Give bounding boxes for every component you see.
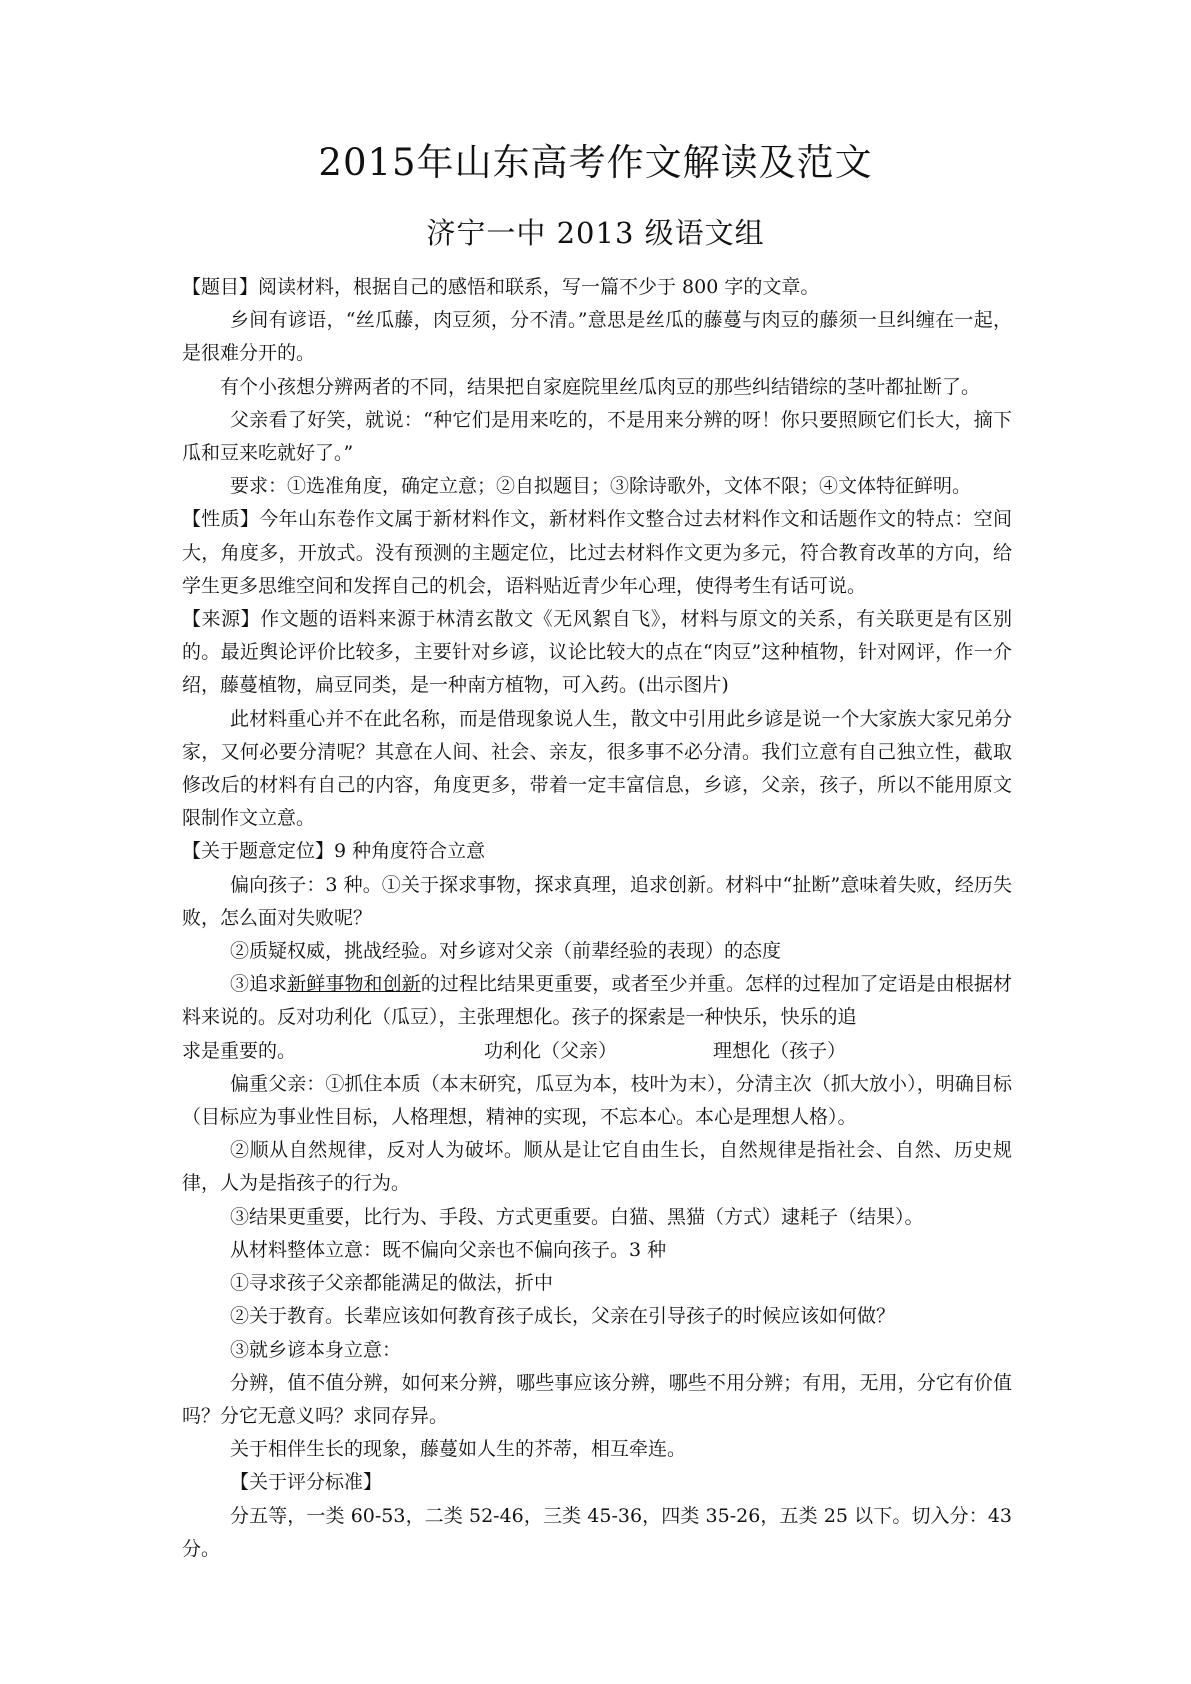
document-title: 2015年山东高考作文解读及范文 <box>318 141 873 184</box>
nature-text: 今年山东卷作文属于新材料作文，新材料作文整合过去材料作文和话题作文的特点：空间大，角度多，开放式。没有预测的主题定位，比过去材料作文更为多元，符合教育改革的方向，给学生更多思维空间和发挥自己的机会，语料贴近青少年心理，使得考生有话可说。 <box>182 508 1012 597</box>
prompt-label: 【题目】 <box>182 276 259 298</box>
child-angle-3-post: 的过程比结果更重要，或者至少并重。怎样的过程加了定语是由根据材料来说的。反对功利化（瓜豆），主张理想化。孩子的探索是一种快乐，快乐的追 <box>182 973 1012 1029</box>
material-paragraph-2: 有个小孩想分辨两者的不同，结果把自家庭院里丝瓜肉豆的那些纠结错综的茎叶都扯断了。 <box>220 375 981 398</box>
whole-angle-intro: 从材料整体立意：既不偏向父亲也不偏向孩子。3 种 <box>230 1238 667 1261</box>
child-angle-3-last-line <box>182 1035 1012 1068</box>
child-angle-3-pre: ③追求 <box>230 973 288 996</box>
angles-text: 9 种角度符合立意 <box>334 840 486 863</box>
material-paragraph-3: 父亲看了好笑，就说：“种它们是用来吃的，不是用来分辨的呀！你只要照顾它们长大，摘下瓜和豆来吃就好了。” <box>182 408 1012 465</box>
father-angle-1: 偏重父亲：①抓住本质（本末研究，瓜豆为本，枝叶为末），分清主次（抓大放小），明确目标（目标应为事业性目标，人格理想，精神的实现，不忘本心。本心是理想人格）。 <box>182 1072 1012 1129</box>
source-label: 【来源】 <box>182 608 261 631</box>
angles-label: 【关于题意定位】 <box>182 840 335 863</box>
source-text: 作文题的语料来源于林清玄散文《无风絮自飞》，材料与原文的关系，有关联更是有区别的。最近舆论评价比较多，主要针对乡谚，议论比较大的点在“肉豆”这种植物，针对网评，作一介绍，藤蔓植物，扁豆同类，是一种南方植物，可入药。(出示图片) <box>182 608 1012 697</box>
whole-angle-2: ②关于教育。长辈应该如何教育孩子成长，父亲在引导孩子的时候应该如何做？ <box>230 1305 896 1328</box>
focus-paragraph: 此材料重心并不在此名称，而是借现象说人生，散文中引用此乡谚是说一个大家族大家兄弟分家，又何必要分清呢？其意在人间、社会、亲友，很多事不必分清。我们立意有自己独立性，截取修改后的材料有自己的内容，角度更多，带着一定丰富信息，乡谚，父亲，孩子，所以不能用原文限制作文立意。 <box>182 707 1012 830</box>
father-angle-3: ③结果更重要，比行为、手段、方式更重要。白猫、黑猫（方式）逮耗子（结果）。 <box>230 1205 924 1228</box>
child-angle-1: 偏向孩子：3 种。①关于探求事物，探求真理，追求创新。材料中“扯断”意味着失败，经历失败，怎么面对失败呢？ <box>182 873 1012 929</box>
child-angle-3-end: 求是重要的。 <box>182 1039 297 1062</box>
whole-angle-3-extra: 关于相伴生长的现象，藤蔓如人生的芥蒂，相互牵连。 <box>230 1438 687 1461</box>
source-paragraph <box>182 603 1012 703</box>
scoring-heading: 【关于评分标准】 <box>230 1471 383 1494</box>
father-utilitarian-label: 功利化（父亲） <box>484 1039 618 1062</box>
child-angle-3 <box>182 968 1012 1034</box>
prompt-text: 阅读材料，根据自己的感悟和联系，写一篇不少于 800 字的文章。 <box>258 276 820 298</box>
document-subtitle: 济宁一中 2013 级语文组 <box>426 216 765 250</box>
whole-angle-1: ①寻求孩子父亲都能满足的做法，折中 <box>230 1272 554 1295</box>
father-angle-2: ②顺从自然规律，反对人为破坏。顺从是让它自由生长，自然规律是指社会、自然、历史规律，人为是指孩子的行为。 <box>182 1139 1012 1195</box>
whole-angle-3-detail: 分辨，值不值分辨，如何来分辨，哪些事应该分辨，哪些不用分辨；有用，无用，分它有价值吗？分它无意义吗？求同存异。 <box>182 1371 1012 1427</box>
child-angle-2: ②质疑权威，挑战经验。对乡谚对父亲（前辈经验的表现）的态度 <box>230 940 782 963</box>
nature-paragraph <box>182 503 1012 603</box>
child-idealism-label: 理想化（孩子） <box>713 1039 847 1062</box>
prompt-paragraph <box>182 271 1012 304</box>
document-body <box>182 271 1012 1566</box>
scoring-paragraph: 分五等，一类 60-53，二类 52-46，三类 45-36，四类 35-26，五类 25 以下。切入分：43 分。 <box>182 1504 1012 1560</box>
underlined-phrase: 新鲜事物和创新 <box>287 973 421 996</box>
angles-heading <box>182 835 1012 868</box>
whole-angle-3: ③就乡谚本身立意： <box>230 1338 402 1361</box>
material-paragraph-1: 乡间有谚语，“丝瓜藤，肉豆须，分不清。”意思是丝瓜的藤蔓与肉豆的藤须一旦纠缠在一起，是很难分开的。 <box>182 309 1012 365</box>
nature-label: 【性质】 <box>182 508 260 531</box>
requirements-paragraph: 要求：①选准角度，确定立意；②自拟题目；③除诗歌外，文体不限；④文体特征鲜明。 <box>230 475 972 498</box>
